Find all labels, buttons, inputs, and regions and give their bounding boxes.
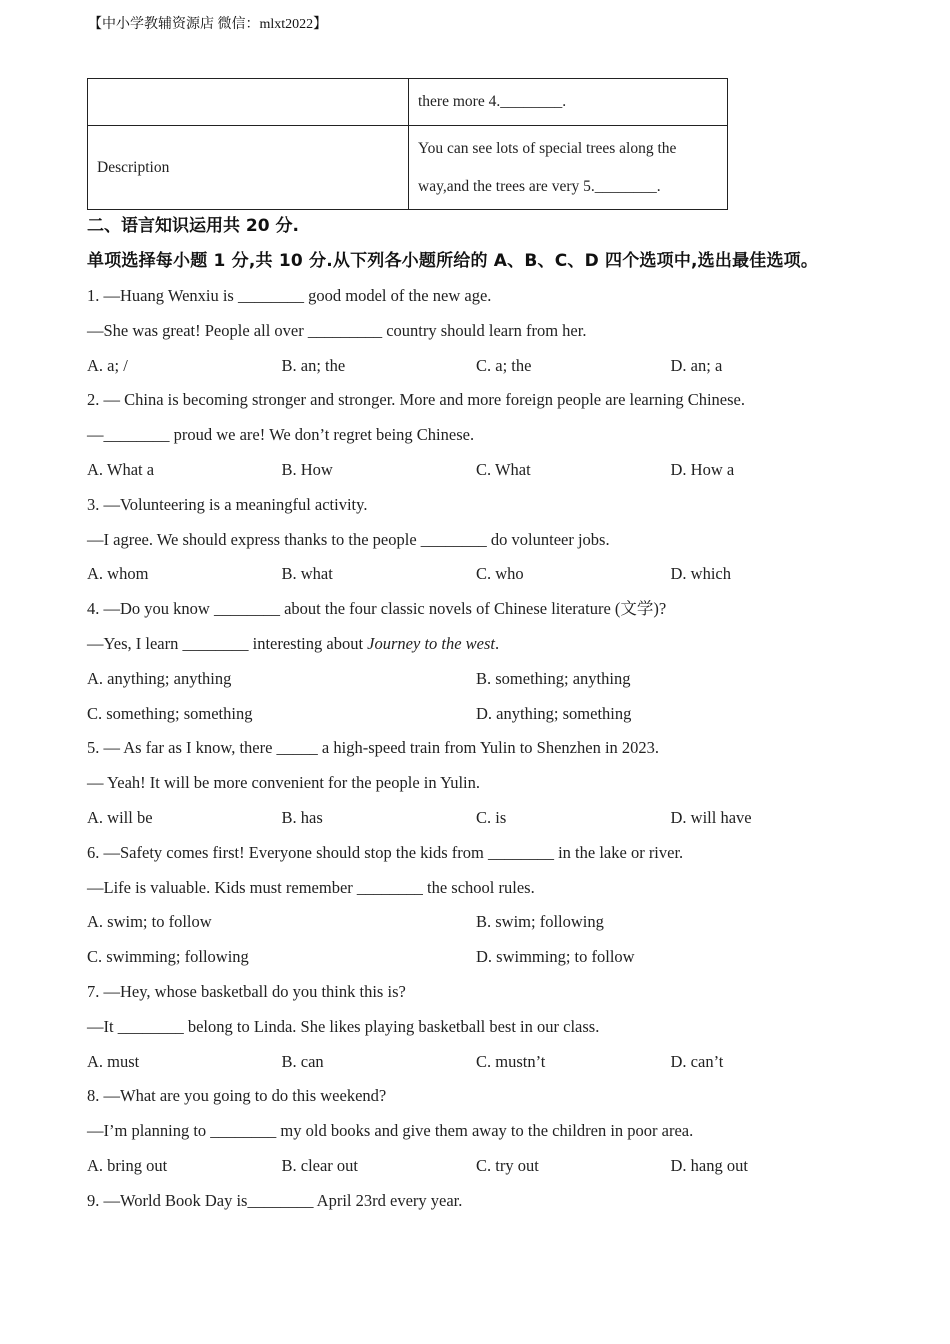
option-b: B. can <box>281 1051 324 1071</box>
book-title: Journey to the west <box>367 633 496 653</box>
option-b: B. something; anything <box>476 668 631 688</box>
question-5-reply: — Yeah! It will be more convenient for the people in Yulin. <box>87 773 481 793</box>
option-d: D. which <box>670 564 731 584</box>
question-5-options <box>87 801 887 836</box>
option-b: B. has <box>281 807 323 827</box>
question-2-reply: —________ proud we are! We don’t regret being Chinese. <box>87 425 475 445</box>
section-title: 二、语言知识运用共 20 分. <box>87 216 299 236</box>
option-d: D. an; a <box>670 355 723 375</box>
question-4-stem: 4. —Do you know ________ about the four classic novels of Chinese literature (文学)? <box>87 599 667 619</box>
description-line-2: way,and the trees are very 5.________. <box>418 177 661 195</box>
table-cell-label: Description <box>88 126 409 210</box>
exam-content <box>87 211 887 1219</box>
question-8-reply: —I’m planning to ________ my old books and give them away to the children in poor area. <box>87 1121 694 1141</box>
question-8-options <box>87 1149 887 1184</box>
question-4-options-row-2 <box>87 697 887 732</box>
question-4-reply <box>87 627 887 662</box>
reply-end: . <box>495 633 500 653</box>
question-8-stem: 8. —What are you going to do this weekend? <box>87 1086 387 1106</box>
question-3-stem: 3. —Volunteering is a meaningful activity. <box>87 494 368 514</box>
option-a: A. anything; anything <box>87 668 232 688</box>
option-a: A. a; / <box>87 355 128 375</box>
option-c: C. who <box>476 564 524 584</box>
option-d: D. can’t <box>670 1051 724 1071</box>
option-b: B. swim; following <box>476 912 604 932</box>
question-1-stem: 1. —Huang Wenxiu is ________ good model of the new age. <box>87 286 492 305</box>
question-6-stem: 6. —Safety comes first! Everyone should stop the kids from ________ in the lake or river. <box>87 842 684 862</box>
question-7-stem: 7. —Hey, whose basketball do you think this is? <box>87 981 406 1001</box>
option-d: D. swimming; to follow <box>476 947 635 967</box>
option-c: C. a; the <box>476 355 532 375</box>
option-c: C. What <box>476 459 531 479</box>
option-a: A. whom <box>87 564 149 584</box>
table-row <box>88 126 728 210</box>
description-line-1: You can see lots of special trees along the <box>418 139 677 157</box>
question-7-options <box>87 1045 887 1080</box>
question-2-stem: 2. — China is becoming stronger and stronger. More and more foreign people are learning Chinese. <box>87 390 745 410</box>
option-c: C. something; something <box>87 703 253 723</box>
option-c: C. try out <box>476 1155 539 1175</box>
question-2-options <box>87 453 887 488</box>
section-instruction: 单项选择每小题 1 分,共 10 分.从下列各小题所给的 A、B、C、D 四个选项中,选出最佳选项。 <box>87 251 819 271</box>
option-a: A. will be <box>87 807 153 827</box>
question-7-reply: —It ________ belong to Linda. She likes playing basketball best in our class. <box>87 1016 600 1036</box>
option-d: D. anything; something <box>476 703 632 723</box>
question-6-options-row-2 <box>87 940 887 975</box>
table-row <box>88 79 728 126</box>
question-9-stem: 9. —World Book Day is________ April 23rd every year. <box>87 1190 463 1210</box>
question-1-options <box>87 349 887 384</box>
question-5-stem: 5. — As far as I know, there _____ a high-speed train from Yulin to Shenzhen in 2023. <box>87 738 660 758</box>
option-d: D. hang out <box>670 1155 748 1175</box>
option-a: A. What a <box>87 459 155 479</box>
question-6-options-row-1 <box>87 905 887 940</box>
option-b: B. clear out <box>281 1155 359 1175</box>
question-3-reply: —I agree. We should express thanks to the people ________ do volunteer jobs. <box>87 529 610 549</box>
option-b: B. what <box>281 564 333 584</box>
option-c: C. mustn’t <box>476 1051 546 1071</box>
option-a: A. swim; to follow <box>87 912 212 932</box>
option-b: B. How <box>281 459 333 479</box>
option-b: B. an; the <box>281 355 346 375</box>
option-d: D. How a <box>670 459 735 479</box>
question-3-options <box>87 557 887 592</box>
option-d: D. will have <box>670 807 752 827</box>
table-cell-value <box>409 126 728 210</box>
question-4-options-row-1 <box>87 662 887 697</box>
table-cell-label <box>88 79 409 126</box>
option-a: A. bring out <box>87 1155 168 1175</box>
table-cell-value: there more 4.________. <box>409 79 728 126</box>
info-table <box>87 78 728 210</box>
question-6-reply: —Life is valuable. Kids must remember ________ the school rules. <box>87 877 535 897</box>
option-a: A. must <box>87 1051 140 1071</box>
page-header: 【中小学教辅资源店 微信：mlxt2022】 <box>88 17 328 32</box>
reply-text: —Yes, I learn ________ interesting about <box>87 633 368 653</box>
question-1-reply: —She was great! People all over _________ country should learn from her. <box>87 320 587 340</box>
option-c: C. swimming; following <box>87 947 249 967</box>
option-c: C. is <box>476 807 507 827</box>
